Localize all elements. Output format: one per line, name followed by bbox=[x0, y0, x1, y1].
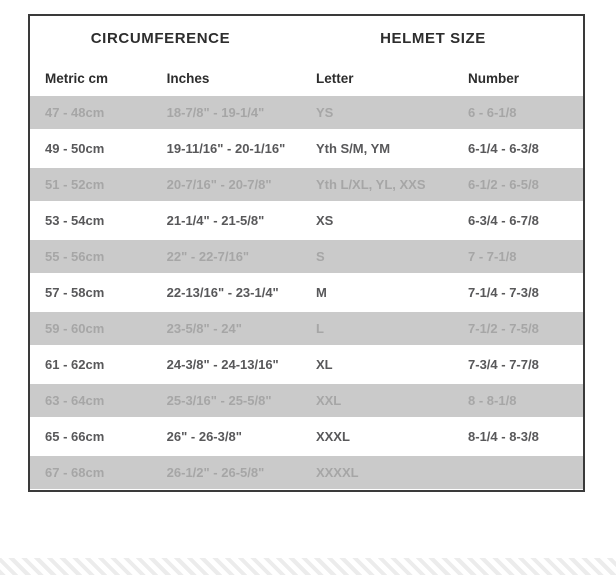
table-cell: M bbox=[315, 285, 327, 300]
table-row bbox=[30, 456, 583, 489]
table-cell: XXXXL bbox=[315, 465, 359, 480]
table-cell: 67 - 68cm bbox=[45, 465, 105, 480]
table-cell: 23-5/8" - 24" bbox=[166, 321, 242, 336]
helmet-size-table bbox=[28, 14, 585, 492]
table-cell: L bbox=[315, 321, 324, 336]
table-cell: 20-7/16" - 20-7/8" bbox=[166, 177, 272, 192]
table-cell: 59 - 60cm bbox=[45, 321, 105, 336]
table-cell: 26" - 26-3/8" bbox=[166, 429, 242, 444]
table-cell: 7-1/4 - 7-3/8 bbox=[468, 285, 539, 300]
table-cell: 8-1/4 - 8-3/8 bbox=[468, 429, 539, 444]
table-cell: S bbox=[315, 249, 325, 264]
table-cell: 19-11/16" - 20-1/16" bbox=[166, 141, 286, 156]
table-cell: 18-7/8" - 19-1/4" bbox=[166, 105, 265, 120]
table-group-header-row bbox=[30, 16, 583, 60]
table-cell: 26-1/2" - 26-5/8" bbox=[166, 465, 265, 480]
table-cell: Yth S/M, YM bbox=[315, 141, 391, 156]
table-cell: 65 - 66cm bbox=[45, 429, 105, 444]
table-cell: 8 - 8-1/8 bbox=[468, 393, 517, 408]
table-cell: 6 - 6-1/8 bbox=[468, 105, 517, 120]
table-cell: 7-3/4 - 7-7/8 bbox=[468, 357, 539, 372]
table-cell: 6-1/4 - 6-3/8 bbox=[468, 141, 539, 156]
table-cell: 7-1/2 - 7-5/8 bbox=[468, 321, 539, 336]
table-cell: 7 - 7-1/8 bbox=[468, 249, 517, 264]
table-row bbox=[30, 204, 583, 237]
table-cell: 22-13/16" - 23-1/4" bbox=[166, 285, 279, 300]
table-cell: 22" - 22-7/16" bbox=[166, 249, 250, 264]
circumference-group-header: CIRCUMFERENCE bbox=[90, 29, 231, 47]
table-cell: XS bbox=[315, 213, 334, 228]
table-row bbox=[30, 348, 583, 381]
table-cell: 51 - 52cm bbox=[45, 177, 105, 192]
column-header-letter: Letter bbox=[315, 70, 354, 86]
table-body bbox=[30, 96, 583, 489]
column-header-number: Number bbox=[468, 70, 520, 86]
table-cell: YS bbox=[315, 105, 334, 120]
column-header-metric-cm: Metric cm bbox=[45, 70, 109, 86]
table-row bbox=[30, 384, 583, 417]
table-cell: XXL bbox=[315, 393, 342, 408]
table-cell: 57 - 58cm bbox=[45, 285, 105, 300]
table-cell: 21-1/4" - 21-5/8" bbox=[166, 213, 265, 228]
table-cell: 53 - 54cm bbox=[45, 213, 105, 228]
table-cell: 25-3/16" - 25-5/8" bbox=[166, 393, 272, 408]
column-header-inches: Inches bbox=[166, 70, 210, 86]
helmet-size-group-header: HELMET SIZE bbox=[380, 29, 486, 47]
table-cell: 24-3/8" - 24-13/16" bbox=[166, 357, 279, 372]
table-row bbox=[30, 312, 583, 345]
table-row bbox=[30, 420, 583, 453]
table-cell: 55 - 56cm bbox=[45, 249, 105, 264]
table-column-header-row bbox=[30, 60, 583, 96]
table-cell: 6-3/4 - 6-7/8 bbox=[468, 213, 539, 228]
table-cell: 47 - 48cm bbox=[45, 105, 105, 120]
table-row bbox=[30, 132, 583, 165]
table-cell: 6-1/2 - 6-5/8 bbox=[468, 177, 539, 192]
diagonal-stripe-footer bbox=[0, 558, 616, 575]
table-cell: 63 - 64cm bbox=[45, 393, 105, 408]
table-row bbox=[30, 240, 583, 273]
table-row bbox=[30, 276, 583, 309]
table-row bbox=[30, 96, 583, 129]
table-cell: XXXL bbox=[315, 429, 350, 444]
table-cell: Yth L/XL, YL, XXS bbox=[315, 177, 426, 192]
table-cell: 61 - 62cm bbox=[45, 357, 105, 372]
table-row bbox=[30, 168, 583, 201]
table-cell: XL bbox=[315, 357, 333, 372]
table-cell: 49 - 50cm bbox=[45, 141, 105, 156]
